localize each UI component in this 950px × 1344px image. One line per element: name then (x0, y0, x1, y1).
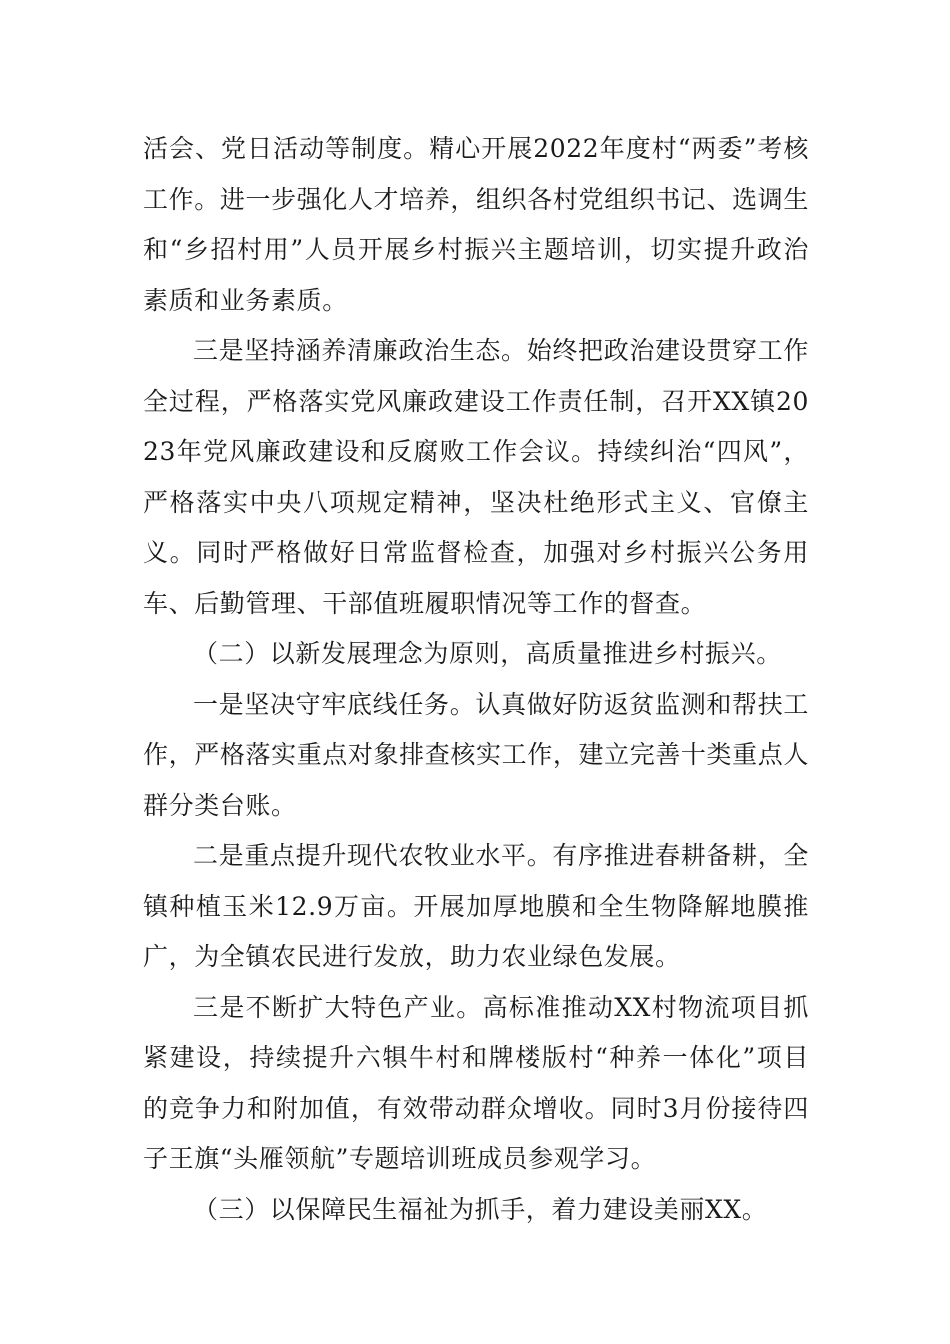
section-heading-livelihood: （三）以保障民生福祉为抓手，着力建设美丽XX。 (193, 1194, 768, 1224)
document-body (143, 124, 809, 1235)
paragraph-modern-agriculture: 二是重点提升现代农牧业水平。有序推进春耕备耕，全镇种植玉米12.9万亩。开展加厚地膜和全生物降解地膜推广，为全镇农民进行发放，助力农业绿色发展。 (143, 841, 809, 971)
paragraph-special-industries: 三是不断扩大特色产业。高标准推动XX村物流项目抓紧建设，持续提升六犋牛村和牌楼版村“种养一体化”项目的竞争力和附加值，有效带动群众增收。同时3月份接待四子王旗“头雁领航”专题培训班成员参观学习。 (143, 992, 809, 1173)
paragraph-continuation: 活会、党日活动等制度。精心开展2022年度村“两委”考核工作。进一步强化人才培养，组织各村党组织书记、选调生和“乡招村用”人员开展乡村振兴主题培训，切实提升政治素质和业务素质。 (143, 134, 809, 315)
section-heading-rural-revitalization: （二）以新发展理念为原则，高质量推进乡村振兴。 (193, 639, 782, 668)
paragraph-clean-politics: 三是坚持涵养清廉政治生态。始终把政治建设贯穿工作全过程，严格落实党风廉政建设工作责任制，召开XX镇2023年党风廉政建设和反腐败工作会议。持续纠治“四风”，严格落实中央八项规定精神，坚决杜绝形式主义、官僚主义。同时严格做好日常监督检查，加强对乡村振兴公务用车、后勤管理、干部值班履职情况等工作的督查。 (143, 336, 809, 618)
paragraph-bottom-line-tasks: 一是坚决守牢底线任务。认真做好防返贫监测和帮扶工作，严格落实重点对象排查核实工作，建立完善十类重点人群分类台账。 (143, 689, 809, 820)
